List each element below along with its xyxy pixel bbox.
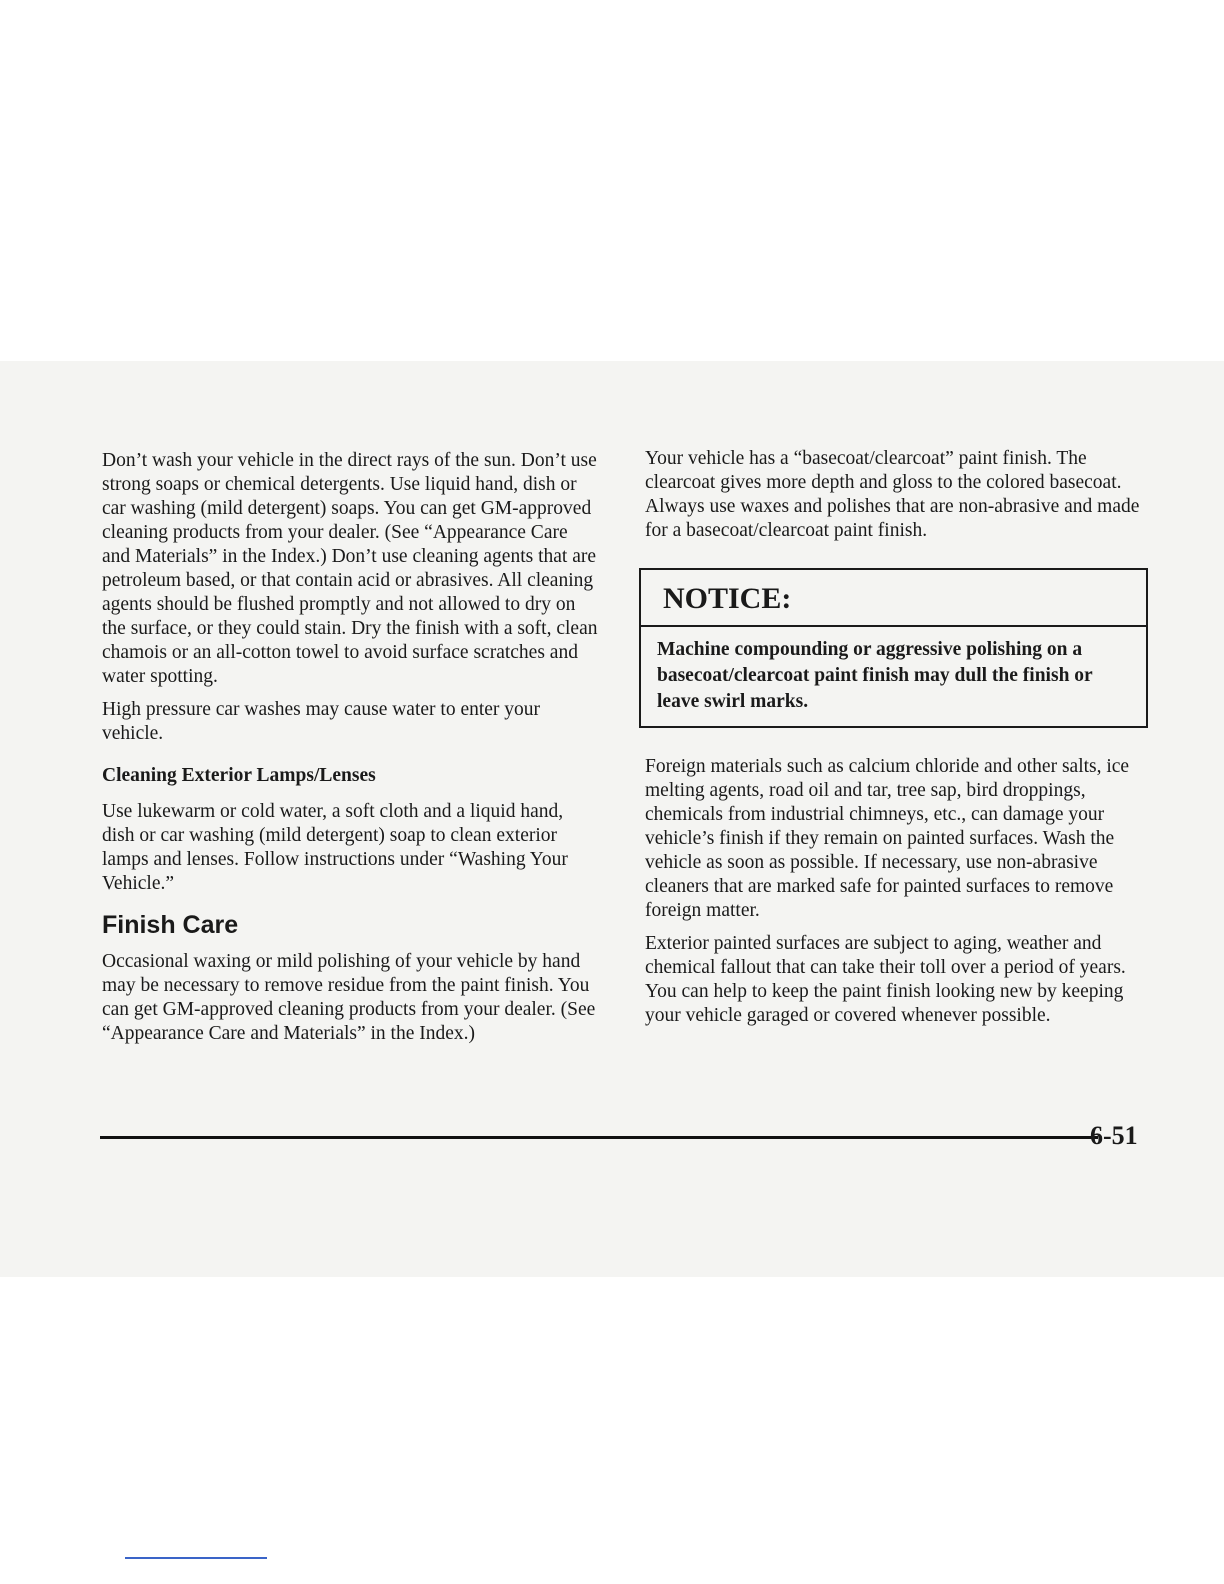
high-pressure-paragraph: High pressure car washes may cause water to enter your vehicle. <box>102 699 541 744</box>
notice-box <box>639 568 1148 728</box>
notice-body: Machine compounding or aggressive polishing on a basecoat/clearcoat paint finish may dull the finish or leave swirl marks. <box>657 639 1093 712</box>
lamps-paragraph: Use lukewarm or cold water, a soft cloth and a liquid hand, dish or car washing (mild detergent) soap to clean exterior lamps and lenses. Follow instructions under “Washing Your Vehicle.” <box>102 801 568 894</box>
notice-heading: NOTICE: <box>641 570 1146 627</box>
footer-rule <box>100 1136 1098 1139</box>
aging-paragraph: Exterior painted surfaces are subject to aging, weather and chemical fallout that can take their toll over a period of years. You can help to keep the paint finish looking new by keeping your vehicle garaged or covered whenever possible. <box>645 933 1126 1026</box>
wash-instructions-paragraph: Don’t wash your vehicle in the direct rays of the sun. Don’t use strong soaps or chemical detergents. Use liquid hand, dish or car washing (mild detergent) soaps. You can get GM-approved cleaning products from your dealer. (See “Appearance Care and Materials” in the Index.) Don’t use cleaning agents that are petroleum based, or that contain acid or abrasives. All cleaning agents should be flushed promptly and not allowed to dry on the surface, or they could stain. Dry the finish with a soft, clean chamois or an all-cotton towel to avoid surface scratches and water spotting. <box>102 450 598 687</box>
link-underline[interactable] <box>125 1557 267 1559</box>
cleaning-lamps-subheading: Cleaning Exterior Lamps/Lenses <box>102 765 376 786</box>
waxing-paragraph: Occasional waxing or mild polishing of your vehicle by hand may be necessary to remove residue from the paint finish. You can get GM-approved cleaning products from your dealer. (See “Appearance Care and Materials” in the Index.) <box>102 951 596 1044</box>
left-column <box>102 449 600 1055</box>
foreign-materials-paragraph: Foreign materials such as calcium chloride and other salts, ice melting agents, road oil and tar, tree sap, bird droppings, chemicals from industrial chimneys, etc., can damage your vehicle’s finish if they remain on painted surfaces. Wash the vehicle as soon as possible. If necessary, use non-abrasive cleaners that are marked safe for painted surfaces to remove foreign matter. <box>645 756 1130 921</box>
basecoat-paragraph: Your vehicle has a “basecoat/clearcoat” paint finish. The clearcoat gives more depth and gloss to the colored basecoat. Always use waxes and polishes that are non-abrasive and made for a basecoat/clearcoat paint finish. <box>645 448 1140 541</box>
page-number: 6-51 <box>1090 1121 1138 1150</box>
right-column <box>645 447 1143 1037</box>
finish-care-heading: Finish Care <box>102 911 239 939</box>
